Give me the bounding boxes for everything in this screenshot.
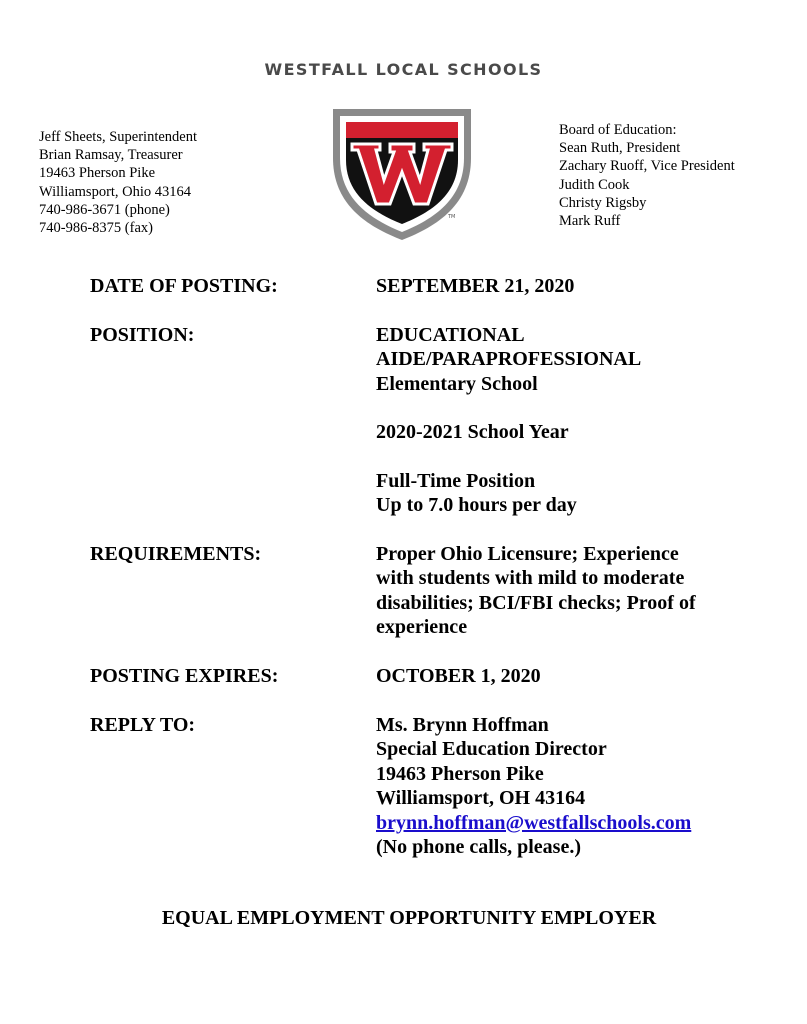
board-member: Christy Rigsby bbox=[559, 194, 647, 211]
position-label: POSITION: bbox=[90, 324, 195, 346]
board-president: Sean Ruth, President bbox=[559, 140, 681, 157]
board-member: Judith Cook bbox=[559, 176, 630, 193]
city-state-zip: Williamsport, Ohio 43164 bbox=[39, 183, 192, 200]
reply-to-label: REPLY TO: bbox=[90, 714, 196, 736]
treasurer: Brian Ramsay, Treasurer bbox=[39, 147, 183, 164]
equal-opportunity-statement: EQUAL EMPLOYMENT OPPORTUNITY EMPLOYER bbox=[161, 907, 657, 929]
fax-number: 740-986-8375 (fax) bbox=[39, 220, 153, 237]
requirements-text: with students with mild to moderate bbox=[376, 567, 685, 590]
board-member: Mark Ruff bbox=[559, 213, 621, 230]
board-of-education-block bbox=[559, 121, 735, 230]
position-title: EDUCATIONAL bbox=[376, 324, 525, 346]
hours-per-day: Up to 7.0 hours per day bbox=[376, 494, 577, 517]
contact-note: (No phone calls, please.) bbox=[376, 836, 581, 859]
board-heading: Board of Education: bbox=[559, 122, 677, 138]
phone-number: 740-986-3671 (phone) bbox=[39, 201, 170, 218]
street-address: 19463 Pherson Pike bbox=[39, 165, 155, 182]
superintendent: Jeff Sheets, Superintendent bbox=[39, 129, 197, 145]
school-shield-logo-icon bbox=[330, 106, 474, 242]
contact-street: 19463 Pherson Pike bbox=[376, 762, 544, 785]
letterhead-title: WESTFALL LOCAL SCHOOLS bbox=[264, 60, 543, 79]
date-of-posting-value: SEPTEMBER 21, 2020 bbox=[376, 275, 575, 297]
requirements-text: Proper Ohio Licensure; Experience bbox=[376, 543, 679, 565]
position-title: AIDE/PARAPROFESSIONAL bbox=[376, 348, 642, 371]
posting-expires-value: OCTOBER 1, 2020 bbox=[376, 665, 541, 687]
position-location: Elementary School bbox=[376, 372, 538, 395]
posting-expires-label: POSTING EXPIRES: bbox=[90, 665, 279, 687]
contact-name: Ms. Brynn Hoffman bbox=[376, 714, 549, 736]
date-of-posting-label: DATE OF POSTING: bbox=[90, 275, 278, 297]
contact-title: Special Education Director bbox=[376, 738, 607, 761]
requirements-text: experience bbox=[376, 616, 468, 639]
administration-contact-block bbox=[39, 128, 197, 237]
requirements-label: REQUIREMENTS: bbox=[90, 543, 262, 565]
board-vice-president: Zachary Ruoff, Vice President bbox=[559, 158, 735, 175]
contact-city: Williamsport, OH 43164 bbox=[376, 787, 586, 810]
contact-email-link[interactable]: brynn.hoffman@westfallschools.com bbox=[376, 811, 692, 834]
logo-tm-mark: TM bbox=[448, 214, 456, 220]
requirements-text: disabilities; BCI/FBI checks; Proof of bbox=[376, 591, 696, 614]
employment-type: Full-Time Position bbox=[376, 470, 536, 492]
school-year: 2020-2021 School Year bbox=[376, 421, 569, 443]
